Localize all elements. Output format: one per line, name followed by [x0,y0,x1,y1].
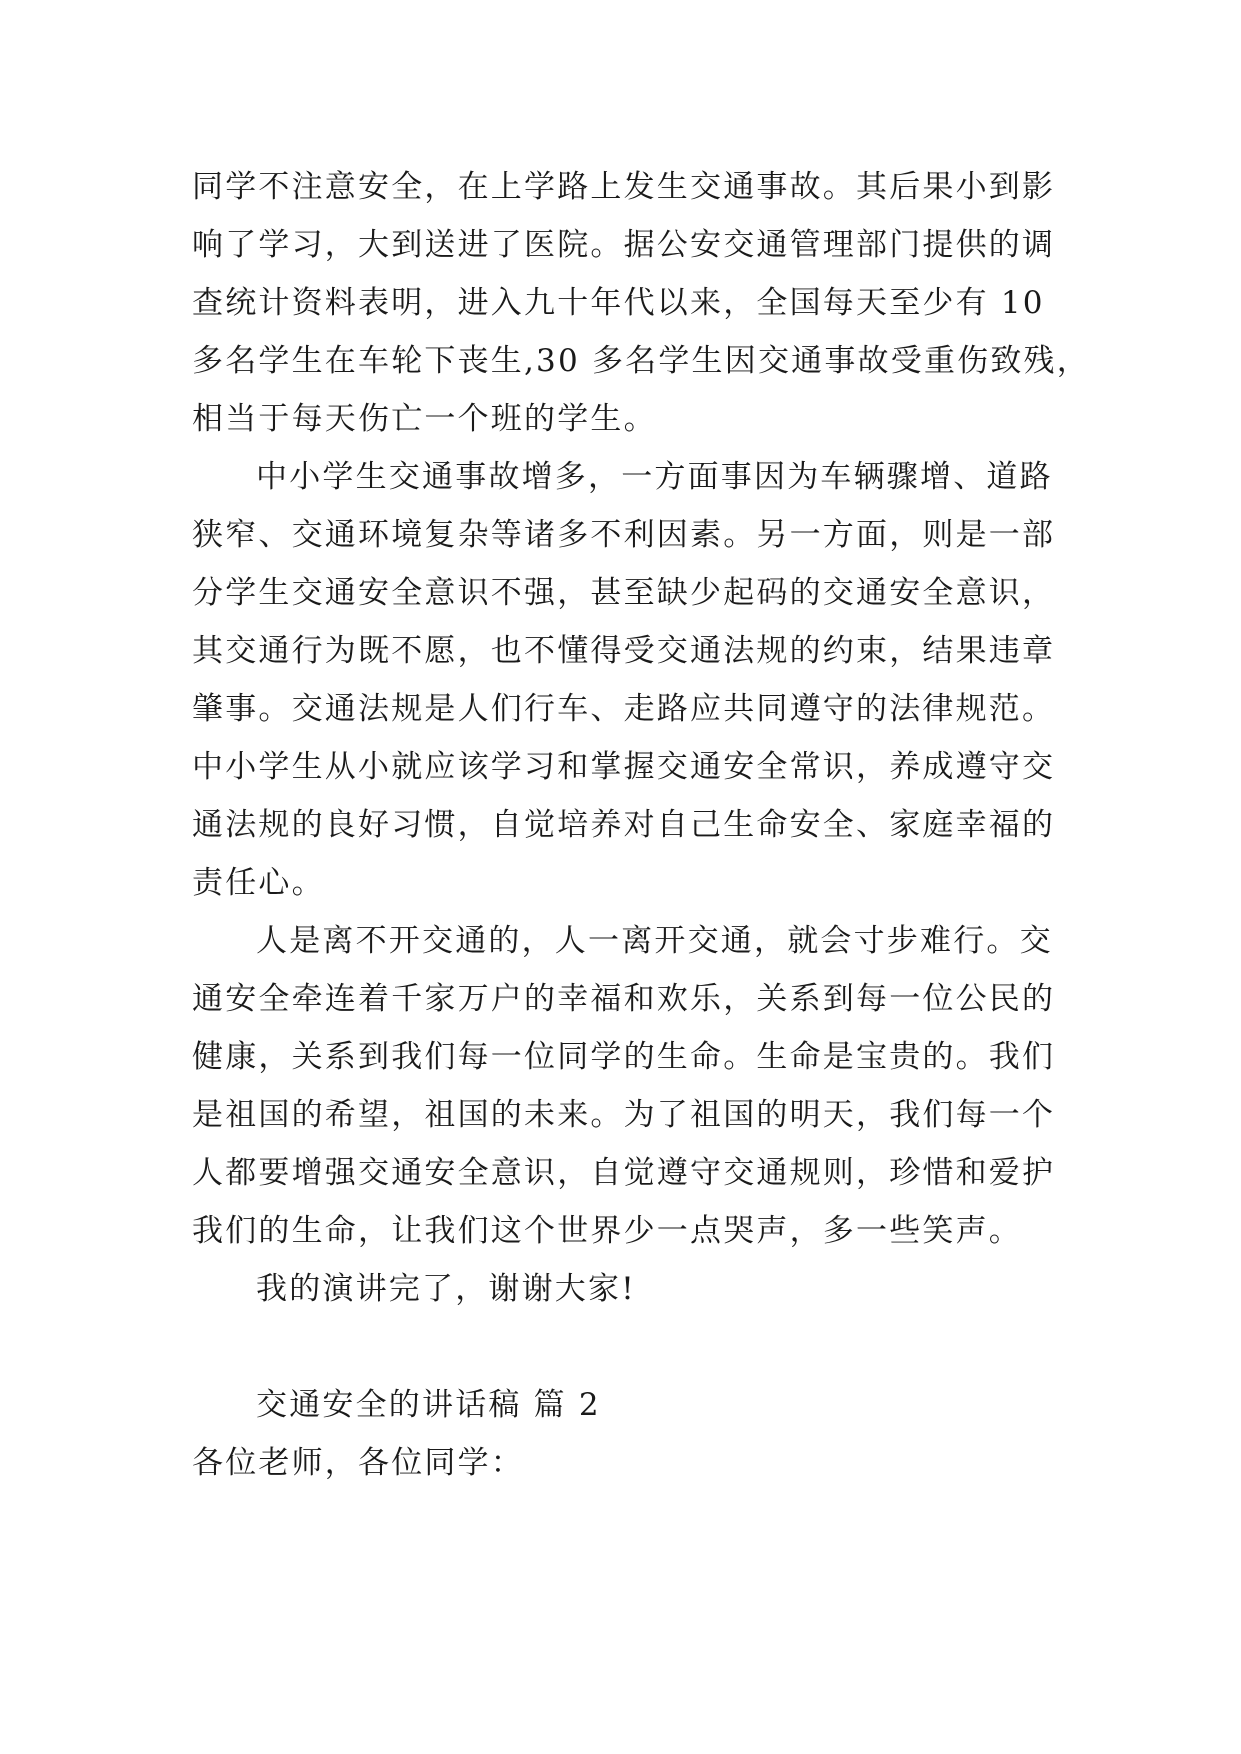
text-line: 人是离不开交通的，人一离开交通，就会寸步难行。交 [256,923,1053,959]
text-line: 通法规的良好习惯，自觉培养对自己生命安全、家庭幸福的 [192,807,1056,843]
text-line: 相当于每天伤亡一个班的学生。 [192,401,657,437]
text-line: 狭窄、交通环境复杂等诸多不利因素。另一方面，则是一部 [192,517,1056,553]
text-line: 同学不注意安全，在上学路上发生交通事故。其后果小到影 [192,169,1056,205]
paragraph-1 [192,158,1090,448]
text-line: 中小学生交通事故增多，一方面事因为车辆骤增、道路 [256,459,1053,495]
paragraph-3 [192,912,1062,1260]
text-line: 是祖国的希望，祖国的未来。为了祖国的明天，我们每一个 [192,1097,1056,1133]
text-line: 通安全牵连着千家万户的幸福和欢乐，关系到每一位公民的 [192,981,1056,1017]
text-line: 查统计资料表明，进入九十年代以来，全国每天至少有 10 [192,285,1045,321]
text-line: 我的演讲完了，谢谢大家! [256,1271,636,1307]
text-line: 响了学习，大到送进了医院。据公安交通管理部门提供的调 [192,227,1056,263]
text-line: 人都要增强交通安全意识，自觉遵守交通规则，珍惜和爱护 [192,1155,1056,1191]
section-heading-text: 交通安全的讲话稿 篇 2 [256,1387,601,1423]
text-line: 其交通行为既不愿，也不懂得受交通法规的约束，结果违章 [192,633,1056,669]
paragraph-2 [192,448,1062,912]
text-line: 肇事。交通法规是人们行车、走路应共同遵守的法律规范。 [192,691,1056,727]
text-line: 我们的生命，让我们这个世界少一点哭声，多一些笑声。 [192,1213,1022,1249]
text-line: 多名学生在车轮下丧生,30 多名学生因交通事故受重伤致残， [192,343,1090,379]
text-line: 责任心。 [192,865,325,901]
salutation-text: 各位老师，各位同学： [192,1445,524,1481]
text-line: 中小学生从小就应该学习和掌握交通安全常识，养成遵守交 [192,749,1056,785]
salutation [192,1434,1062,1492]
section-heading [192,1376,1062,1434]
text-line: 健康，关系到我们每一位同学的生命。生命是宝贵的。我们 [192,1039,1056,1075]
text-line: 分学生交通安全意识不强，甚至缺少起码的交通安全意识， [192,575,1056,611]
paragraph-closing [192,1260,1062,1318]
